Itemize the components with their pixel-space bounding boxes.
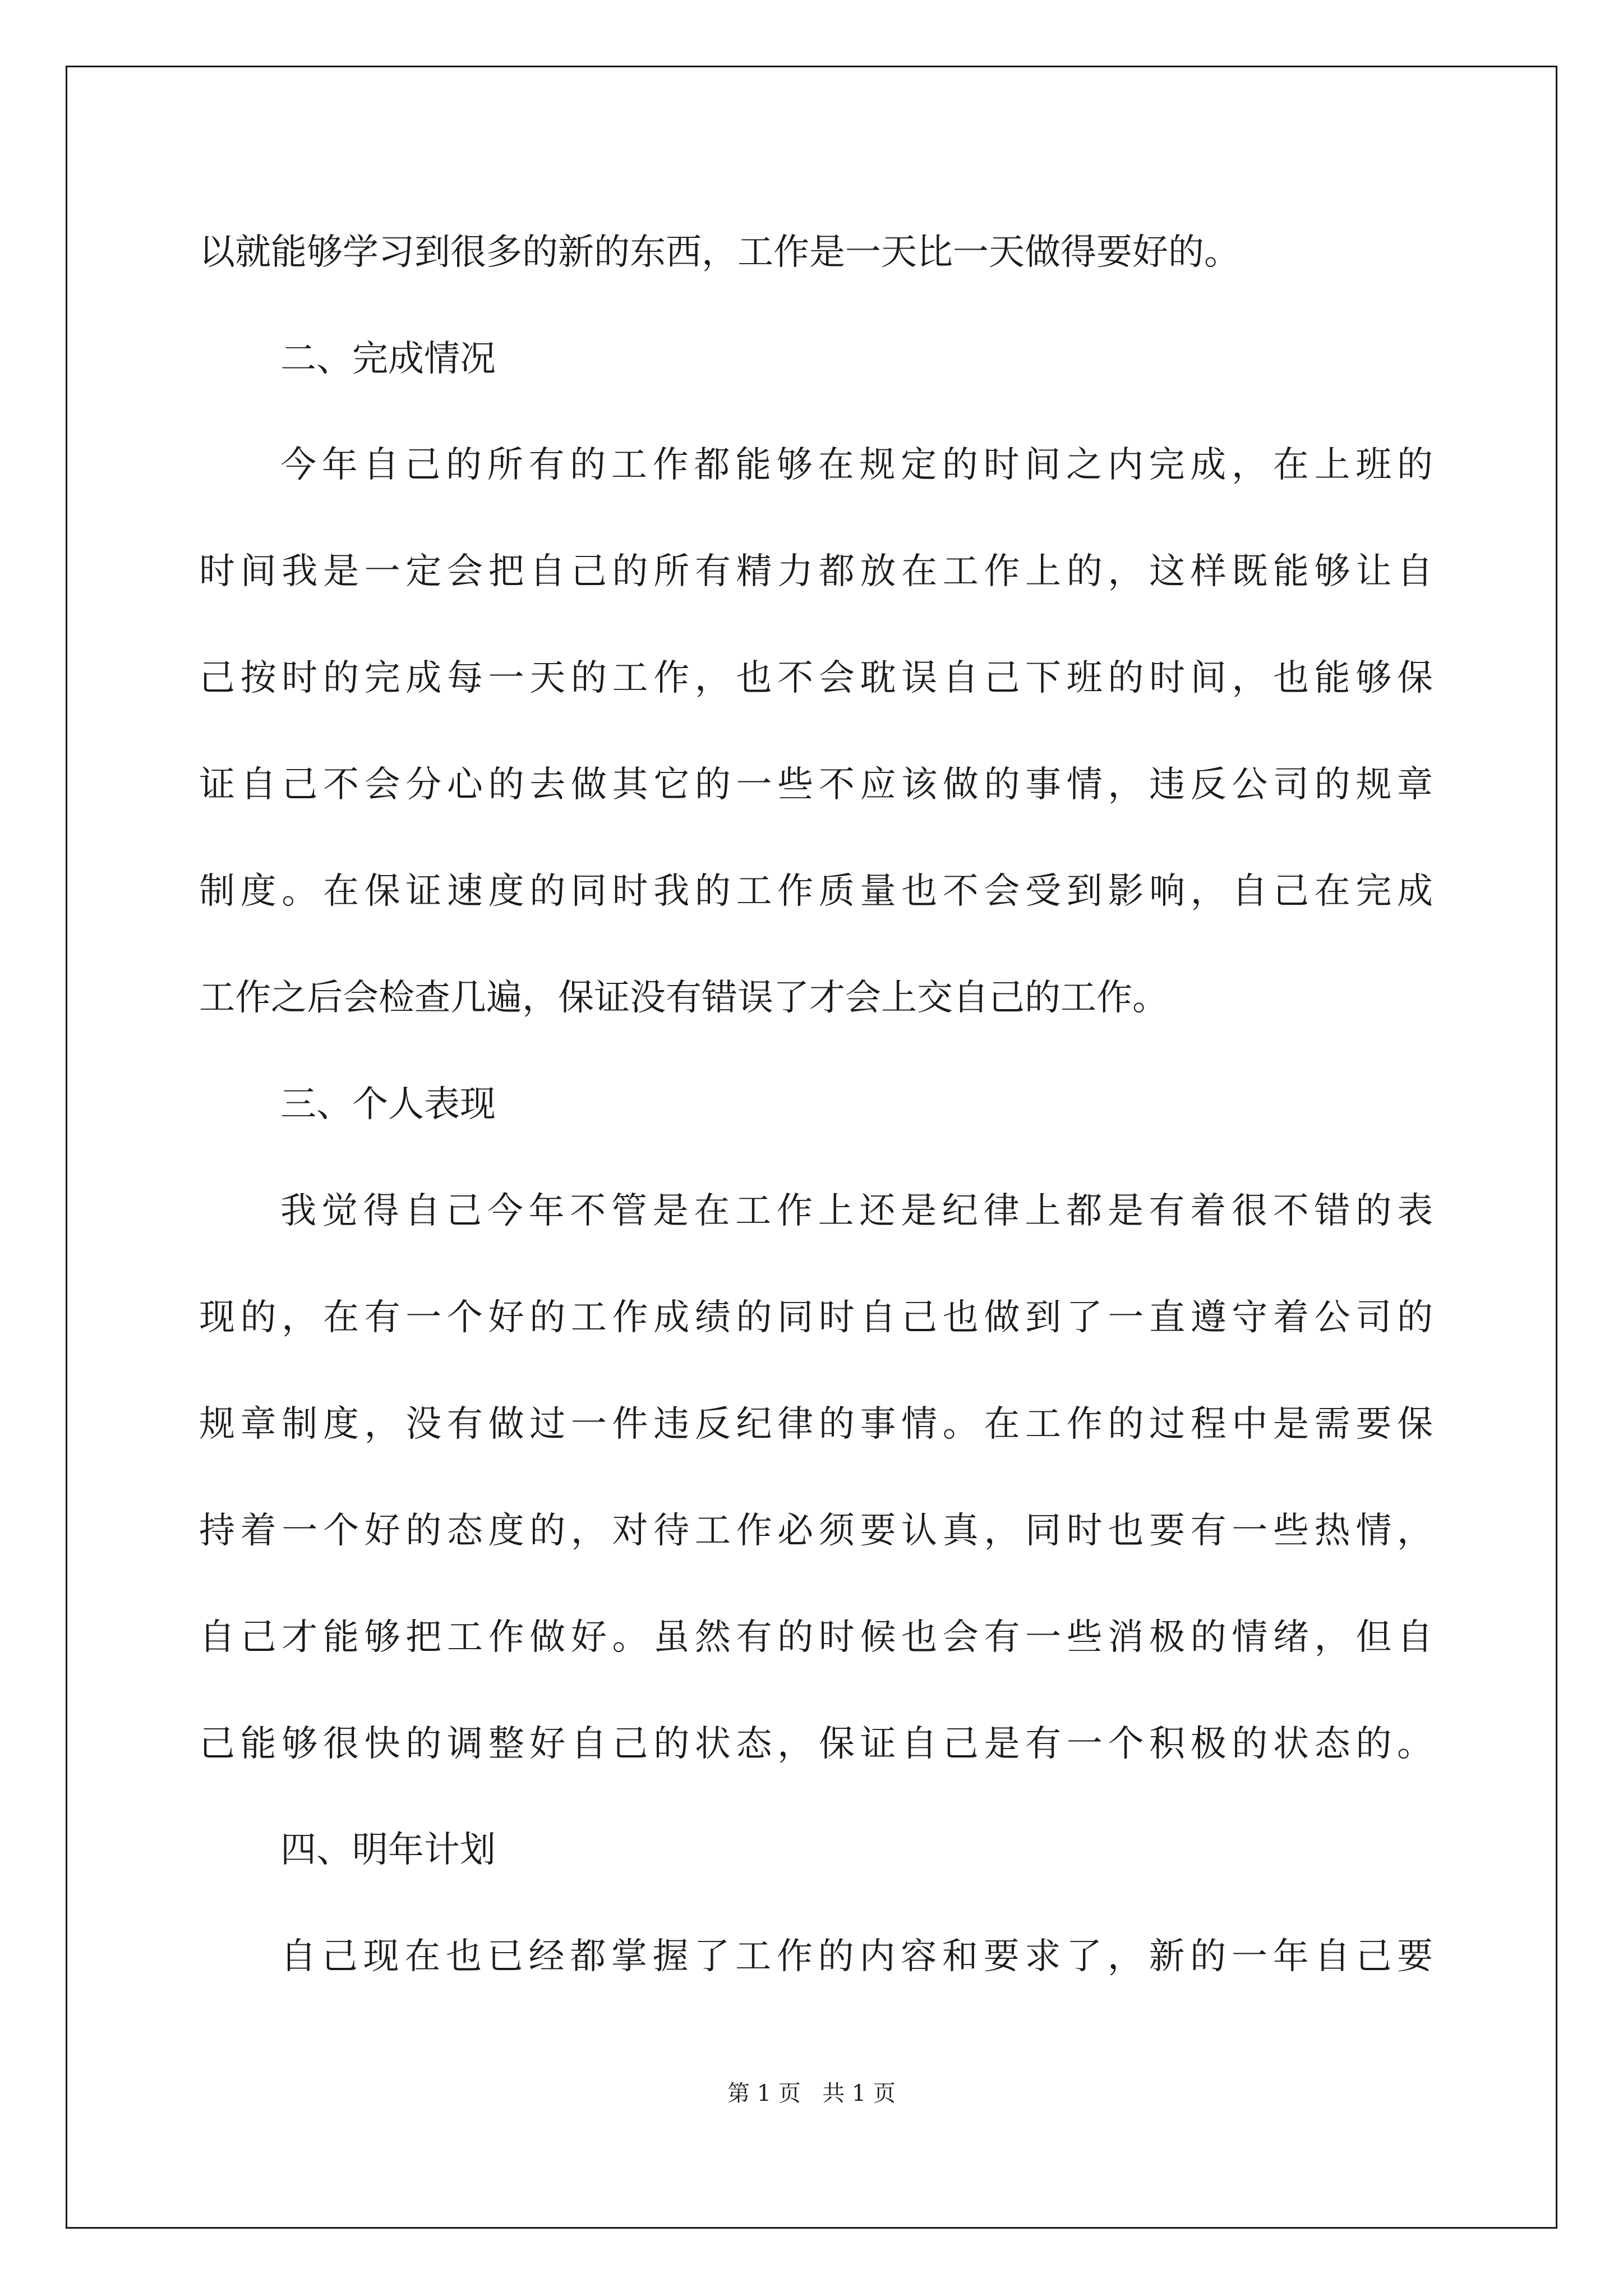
section-heading: 二、完成情况: [280, 338, 496, 380]
paragraph-line: 自己现在也已经都掌握了工作的内容和要求了，新的一年自己要: [280, 1936, 1433, 1977]
paragraph-line: 我觉得自己今年不管是在工作上还是纪律上都是有着很不错的表: [280, 1190, 1433, 1232]
paragraph-line: 制度。在保证速度的同时我的工作质量也不会受到影响，自己在完成: [199, 871, 1433, 912]
paragraph-line: 自己才能够把工作做好。虽然有的时候也会有一些消极的情绪，但自: [199, 1617, 1433, 1658]
section-heading: 四、明年计划: [280, 1829, 496, 1871]
paragraph-line: 己能够很快的调整好自己的状态，保证自己是有一个积极的状态的。: [199, 1723, 1433, 1765]
paragraph-line: 今年自己的所有的工作都能够在规定的时间之内完成，在上班的: [280, 444, 1433, 486]
paragraph-line: 己按时的完成每一天的工作，也不会耽误自己下班的时间，也能够保: [199, 657, 1433, 699]
page-border: [66, 66, 1557, 2229]
paragraph-line: 现的，在有一个好的工作成绩的同时自己也做到了一直遵守着公司的: [199, 1297, 1433, 1338]
paragraph-line: 工作之后会检查几遍，保证没有错误了才会上交自己的工作。: [199, 977, 1168, 1019]
paragraph-line: 以就能够学习到很多的新的东西，工作是一天比一天做得要好的。: [199, 232, 1240, 273]
paragraph-line: 时间我是一定会把自己的所有精力都放在工作上的，这样既能够让自: [199, 551, 1433, 592]
paragraph-line: 规章制度，没有做过一件违反纪律的事情。在工作的过程中是需要保: [199, 1404, 1433, 1445]
page-number-footer: 第 1 页 共 1 页: [727, 2081, 896, 2106]
paragraph-line: 证自己不会分心的去做其它的一些不应该做的事情，违反公司的规章: [199, 764, 1433, 806]
section-heading: 三、个人表现: [280, 1084, 496, 1125]
paragraph-line: 持着一个好的态度的，对待工作必须要认真，同时也要有一些热情，: [199, 1510, 1433, 1552]
